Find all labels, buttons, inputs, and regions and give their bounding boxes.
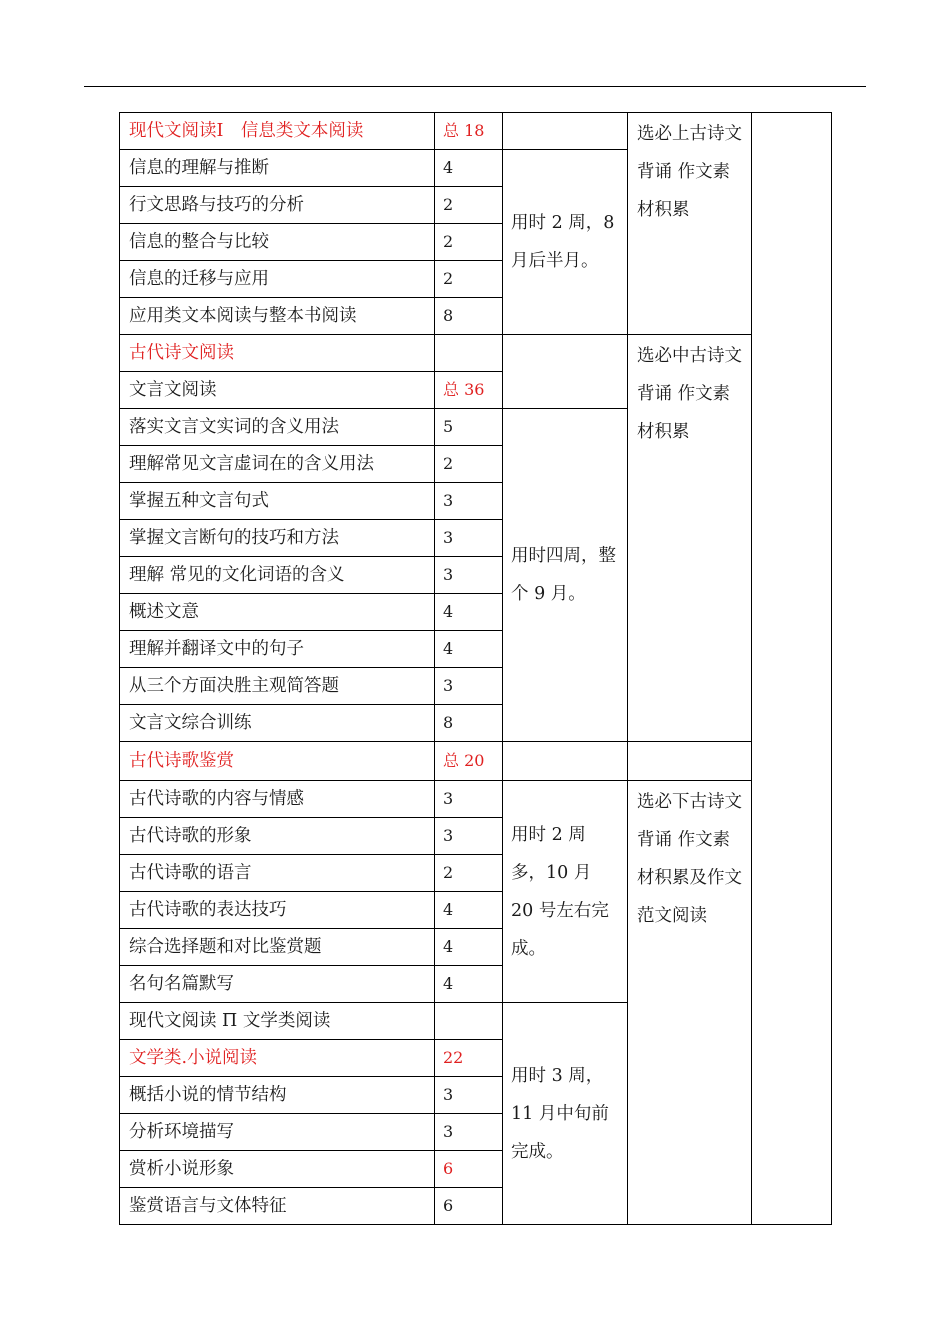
topic-cell: 名句名篇默写 bbox=[120, 966, 435, 1003]
topic-cell: 现代文阅读 Π 文学类阅读 bbox=[120, 1003, 435, 1040]
hours-cell: 8 bbox=[435, 298, 503, 335]
table-row bbox=[120, 335, 832, 372]
header-rule bbox=[84, 86, 866, 87]
time-cell-empty bbox=[503, 335, 628, 409]
hours-cell: 3 bbox=[435, 1077, 503, 1114]
hours-cell: 4 bbox=[435, 631, 503, 668]
topic-cell: 信息的整合与比较 bbox=[120, 224, 435, 261]
remarks-cell bbox=[752, 113, 832, 1225]
topic-cell: 古代诗歌鉴赏 bbox=[120, 742, 435, 781]
time-cell-empty bbox=[503, 113, 628, 150]
hours-cell: 3 bbox=[435, 557, 503, 594]
memo-cell: 选必上古诗文背诵 作文素材积累 bbox=[628, 113, 752, 335]
topic-cell: 古代诗歌的形象 bbox=[120, 818, 435, 855]
review-plan-table bbox=[119, 112, 832, 1225]
hours-cell: 2 bbox=[435, 187, 503, 224]
hours-cell: 4 bbox=[435, 892, 503, 929]
table-row bbox=[120, 113, 832, 150]
hours-cell: 3 bbox=[435, 1114, 503, 1151]
hours-cell: 3 bbox=[435, 483, 503, 520]
topic-cell: 古代诗文阅读 bbox=[120, 335, 435, 372]
hours-cell: 4 bbox=[435, 966, 503, 1003]
hours-cell: 8 bbox=[435, 705, 503, 742]
topic-cell: 理解常见文言虚词在的含义用法 bbox=[120, 446, 435, 483]
hours-cell: 3 bbox=[435, 818, 503, 855]
topic-cell: 古代诗歌的表达技巧 bbox=[120, 892, 435, 929]
hours-cell: 22 bbox=[435, 1040, 503, 1077]
hours-cell: 总 18 bbox=[435, 113, 503, 150]
topic-cell: 理解 常见的文化词语的含义 bbox=[120, 557, 435, 594]
hours-cell: 6 bbox=[435, 1188, 503, 1225]
topic-cell: 理解并翻译文中的句子 bbox=[120, 631, 435, 668]
time-cell: 用时 2 周，8 月后半月。 bbox=[503, 150, 628, 335]
hours-cell: 总 36 bbox=[435, 372, 503, 409]
topic-cell: 文言文综合训练 bbox=[120, 705, 435, 742]
hours-cell: 2 bbox=[435, 261, 503, 298]
topic-cell: 信息的理解与推断 bbox=[120, 150, 435, 187]
topic-cell: 文言文阅读 bbox=[120, 372, 435, 409]
hours-cell: 4 bbox=[435, 594, 503, 631]
hours-cell bbox=[435, 335, 503, 372]
topic-cell: 分析环境描写 bbox=[120, 1114, 435, 1151]
topic-cell: 落实文言文实词的含义用法 bbox=[120, 409, 435, 446]
memo-cell-empty bbox=[628, 742, 752, 781]
hours-cell bbox=[435, 1003, 503, 1040]
topic-cell: 概述文意 bbox=[120, 594, 435, 631]
hours-cell: 2 bbox=[435, 224, 503, 261]
topic-cell: 应用类文本阅读与整本书阅读 bbox=[120, 298, 435, 335]
topic-cell: 信息的迁移与应用 bbox=[120, 261, 435, 298]
hours-cell: 4 bbox=[435, 150, 503, 187]
topic-cell: 行文思路与技巧的分析 bbox=[120, 187, 435, 224]
memo-cell: 选必中古诗文背诵 作文素材积累 bbox=[628, 335, 752, 742]
topic-cell: 鉴赏语言与文体特征 bbox=[120, 1188, 435, 1225]
topic-cell: 赏析小说形象 bbox=[120, 1151, 435, 1188]
topic-cell: 掌握文言断句的技巧和方法 bbox=[120, 520, 435, 557]
hours-cell: 3 bbox=[435, 668, 503, 705]
topic-cell: 现代文阅读Ⅰ 信息类文本阅读 bbox=[120, 113, 435, 150]
topic-cell: 概括小说的情节结构 bbox=[120, 1077, 435, 1114]
time-cell: 用时 3 周，11 月中旬前完成。 bbox=[503, 1003, 628, 1225]
hours-cell: 总 20 bbox=[435, 742, 503, 781]
hours-cell: 3 bbox=[435, 520, 503, 557]
hours-cell: 4 bbox=[435, 929, 503, 966]
hours-cell: 2 bbox=[435, 855, 503, 892]
topic-cell: 掌握五种文言句式 bbox=[120, 483, 435, 520]
hours-cell: 2 bbox=[435, 446, 503, 483]
memo-cell: 选必下古诗文背诵 作文素材积累及作文范文阅读 bbox=[628, 781, 752, 1225]
topic-cell: 古代诗歌的内容与情感 bbox=[120, 781, 435, 818]
topic-cell: 古代诗歌的语言 bbox=[120, 855, 435, 892]
hours-cell: 5 bbox=[435, 409, 503, 446]
topic-cell: 文学类.小说阅读 bbox=[120, 1040, 435, 1077]
table-row bbox=[120, 742, 832, 781]
topic-cell: 从三个方面决胜主观简答题 bbox=[120, 668, 435, 705]
time-cell-empty bbox=[503, 742, 628, 781]
table-row bbox=[120, 781, 832, 818]
hours-cell: 6 bbox=[435, 1151, 503, 1188]
time-cell: 用时 2 周多，10 月 20 号左右完成。 bbox=[503, 781, 628, 1003]
time-cell: 用时四周，整个 9 月。 bbox=[503, 409, 628, 742]
hours-cell: 3 bbox=[435, 781, 503, 818]
topic-cell: 综合选择题和对比鉴赏题 bbox=[120, 929, 435, 966]
